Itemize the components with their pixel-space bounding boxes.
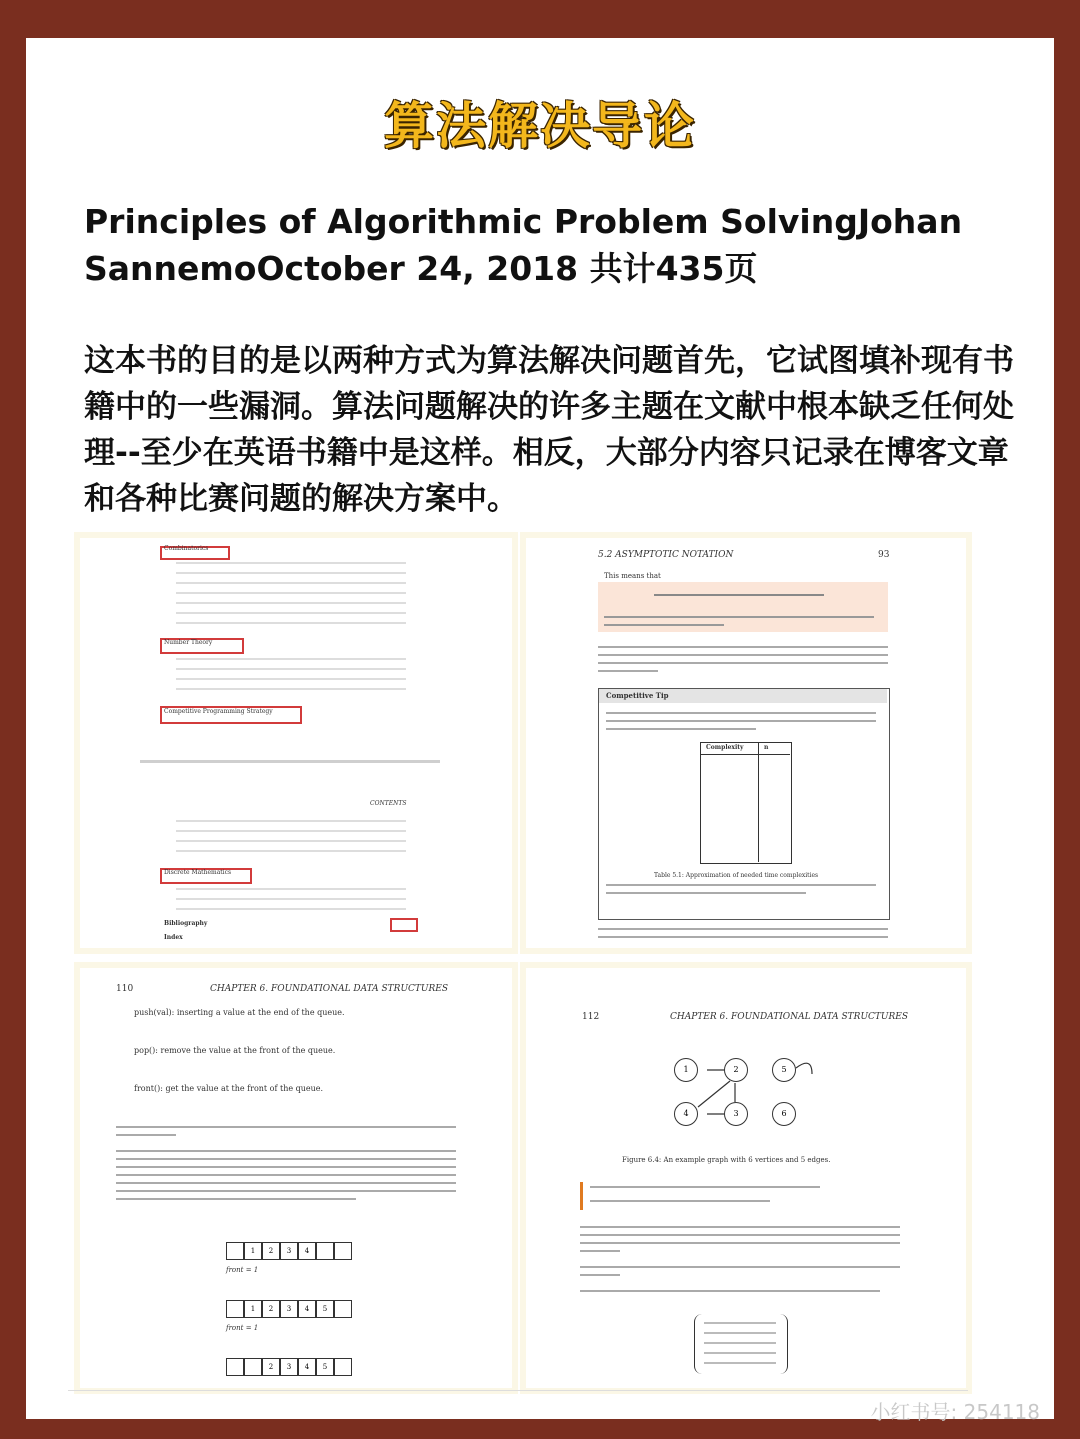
page-number: 93 (878, 550, 890, 560)
toc-section-label: Combinatorics (164, 545, 209, 552)
intro-text: This means that (604, 572, 661, 580)
queue-page-image: 110 CHAPTER 6. FOUNDATIONAL DATA STRUCTURES push(val): inserting a value at the end of the queue. pop(): remove the value at the front of the queue. front(): get the value at the front of the queue. 1 2 3 4 front = 1 1 2 3 4 5 front = 1 2 3 4 5 (80, 968, 512, 1388)
graph-node: 1 (674, 1058, 698, 1082)
tip-title: Competitive Tip (606, 691, 669, 700)
toc-index: Index (164, 934, 183, 941)
figure-caption: Figure 6.4: An example graph with 6 vertices and 5 edges. (622, 1156, 831, 1164)
page-number: 112 (582, 1012, 600, 1022)
bottom-divider (68, 1390, 968, 1391)
toc-section-label: Number Theory (164, 639, 213, 646)
poster-card (26, 38, 1054, 1419)
asymptotic-page-image (526, 538, 966, 948)
queue-front-label: front = 1 (226, 1266, 259, 1274)
toc-lower-header: CONTENTS (370, 800, 407, 807)
queue-front-label: front = 1 (226, 1324, 259, 1332)
graph-node: 5 (772, 1058, 796, 1082)
toc-appendix-label: Discrete Mathematics (164, 869, 232, 876)
book-description: 这本书的目的是以两种方式为算法解决问题首先，它试图填补现有书籍中的一些漏洞。算法问题解决的许多主题在文献中根本缺乏任何处理--至少在英语书籍中是这样。相反，大部分内容只记录在博客文章和各种比赛问题的解决方案中。 (84, 343, 1014, 517)
table-caption: Table 5.1: Approximation of needed time complexities (654, 872, 819, 879)
graph-node: 6 (772, 1102, 796, 1126)
toc-section-label: Competitive Programming Strategy (164, 708, 273, 715)
table-head-n: n (764, 744, 769, 751)
graph-node: 2 (724, 1058, 748, 1082)
watermark: 小红书号: 254118 (870, 1400, 1040, 1424)
page-header: CHAPTER 6. FOUNDATIONAL DATA STRUCTURES (210, 984, 449, 994)
graph-page-image (526, 968, 966, 1388)
table-head-complexity: Complexity (706, 744, 744, 751)
toc-page-image (80, 538, 512, 948)
graph-node: 4 (674, 1102, 698, 1126)
queue-op-push: push(val): inserting a value at the end of the queue. (134, 1008, 345, 1017)
note-bar (580, 1182, 583, 1210)
toc-bibliography: Bibliography (164, 920, 208, 927)
complexity-table (700, 742, 792, 864)
poster-title: 算法解决导论 (384, 97, 696, 155)
page-header: 5.2 ASYMPTOTIC NOTATION (598, 550, 734, 560)
queue-op-front: front(): get the value at the front of the queue. (134, 1084, 324, 1093)
page-header: CHAPTER 6. FOUNDATIONAL DATA STRUCTURES (670, 1012, 909, 1022)
book-subtitle: Principles of Algorithmic Problem SolvingJohan SannemoOctober 24, 2018 共计435页 (84, 202, 963, 288)
graph-node: 3 (724, 1102, 748, 1126)
queue-op-pop: pop(): remove the value at the front of the queue. (134, 1046, 336, 1055)
page-divider (140, 760, 440, 763)
toc-highlight-page (390, 918, 418, 932)
page-number: 110 (116, 984, 134, 994)
